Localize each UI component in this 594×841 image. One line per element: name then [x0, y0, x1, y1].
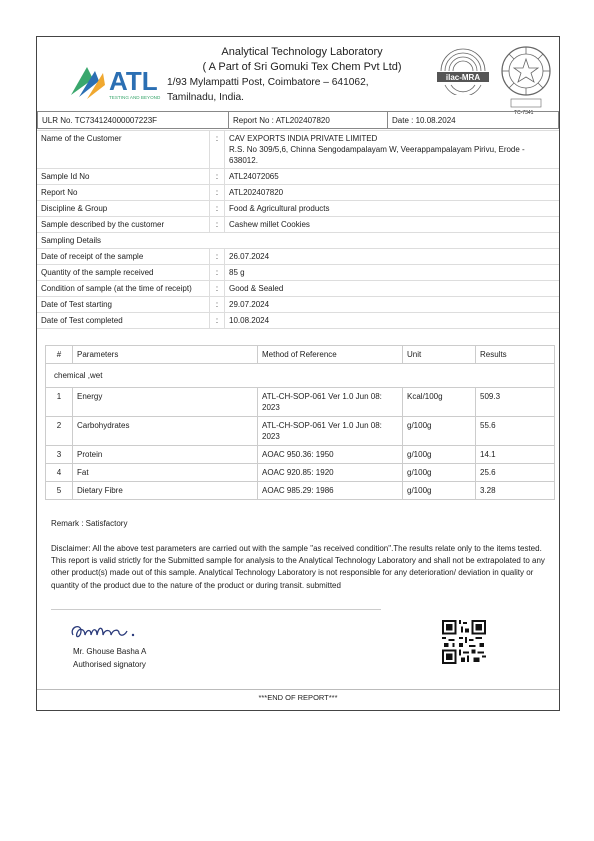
info-row [37, 233, 559, 249]
info-key: Quantity of the sample received [37, 265, 210, 281]
info-value: 10.08.2024 [225, 313, 560, 329]
address-line1: 1/93 Mylampatti Post, Coimbatore – 641062, [167, 77, 369, 88]
address-line2: Tamilnadu, India. [167, 92, 245, 103]
col-header: Unit [403, 346, 476, 364]
tc-code: TC-7341 [514, 110, 534, 116]
table-row: 3 Protein AOAC 950.36: 1950 g/100g 14.1 [46, 446, 555, 464]
sample-info-table [37, 130, 559, 329]
ulr-number: ULR No. TC734124000007223F [38, 112, 229, 129]
logo-text: ATL [109, 66, 158, 96]
results-table [45, 345, 555, 500]
info-key: Name of the Customer [37, 131, 210, 169]
info-row: Name of the Customer : CAV EXPORTS INDIA PRIVATE LIMITED R.S. No 309/5,6, Chinna Sengodampalayam W, Veerappampalayam Pirivu, Erode - 638012. [37, 131, 559, 169]
end-of-report: ***END OF REPORT*** [37, 689, 559, 702]
disclaimer: Disclaimer: All the above test parameters are carried out with the sample "as received condition".The results relate only to the items tested. This report is valid strictly for the Submitted sample for analysis to the Analytical Technology Laboratory and shall not be extrapolated to any other product(s) made out of this sample. Analytical Technology Laboratory is not responsible for any deterioration/ deviation in quality or quantity of the product due to the nature of the product or during transit. submitted [51, 544, 545, 590]
info-row: Sample Id No : ATL24072065 [37, 169, 559, 185]
signatory-block [73, 645, 146, 671]
report-frame [36, 36, 560, 711]
info-row: Date of Test completed : 10.08.2024 [37, 313, 559, 329]
report-meta [37, 111, 559, 129]
ilac-mra-logo [435, 45, 491, 95]
results-group: chemical ,wet [46, 364, 555, 388]
info-key: Date of Test completed [37, 313, 210, 329]
table-row: 5 Dietary Fibre AOAC 985.29: 1986 g/100g 3.28 [46, 482, 555, 500]
lab-address [167, 75, 369, 105]
info-row: Discipline & Group : Food & Agricultural products [37, 201, 559, 217]
table-row: 2 Carbohydrates ATL-CH-SOP-061 Ver 1.0 Jun 08: 2023 g/100g 55.6 [46, 417, 555, 446]
info-key: Date of Test starting [37, 297, 210, 313]
remark: Remark : Satisfactory [51, 519, 128, 528]
table-row: 1 Energy ATL-CH-SOP-061 Ver 1.0 Jun 08: 2023 Kcal/100g 509.3 [46, 388, 555, 417]
signatory-title: Authorised signatory [73, 660, 146, 669]
info-value: ATL24072065 [225, 169, 560, 185]
ilac-text: ilac-MRA [445, 73, 481, 82]
info-section-heading: Sampling Details [37, 233, 559, 249]
info-value: 26.07.2024 [225, 249, 560, 265]
info-row: Sample described by the customer : Cashew millet Cookies [37, 217, 559, 233]
info-row: Condition of sample (at the time of receipt) : Good & Sealed [37, 281, 559, 297]
info-key: Report No [37, 185, 210, 201]
logo-tagline: TESTING AND BEYOND [109, 95, 161, 100]
info-row: Date of Test starting : 29.07.2024 [37, 297, 559, 313]
info-value [225, 131, 560, 169]
col-header: # [46, 346, 73, 364]
info-key: Discipline & Group [37, 201, 210, 217]
info-value: 29.07.2024 [225, 297, 560, 313]
signatory-name: Mr. Ghouse Basha A [73, 647, 147, 656]
report-header [37, 37, 559, 116]
lab-name-line1: Analytical Technology Laboratory [221, 46, 383, 58]
col-header: Method of Reference [258, 346, 403, 364]
info-value: Cashew millet Cookies [225, 217, 560, 233]
info-value: Good & Sealed [225, 281, 560, 297]
info-key: Sample Id No [37, 169, 210, 185]
lab-name [167, 45, 437, 75]
info-row: Quantity of the sample received : 85 g [37, 265, 559, 281]
results-group-row [46, 364, 555, 388]
signature-image [67, 617, 147, 645]
info-value: 85 g [225, 265, 560, 281]
customer-address: R.S. No 309/5,6, Chinna Sengodampalayam W, Veerappampalayam Pirivu, Erode - 638012. [229, 145, 525, 165]
table-row: 4 Fat AOAC 920.85: 1920 g/100g 25.6 [46, 464, 555, 482]
report-date: Date : 10.08.2024 [388, 112, 559, 129]
info-value: ATL202407820 [225, 185, 560, 201]
info-row: Report No : ATL202407820 [37, 185, 559, 201]
info-key: Condition of sample (at the time of receipt) [37, 281, 210, 297]
customer-name: CAV EXPORTS INDIA PRIVATE LIMITED [229, 134, 378, 143]
lab-name-line2: ( A Part of Sri Gomuki Tex Chem Pvt Ltd) [202, 61, 402, 73]
info-key: Sample described by the customer [37, 217, 210, 233]
info-key: Date of receipt of the sample [37, 249, 210, 265]
results-header-row [46, 346, 555, 364]
info-row: Date of receipt of the sample : 26.07.2024 [37, 249, 559, 265]
report-number: Report No : ATL202407820 [229, 112, 388, 129]
nabl-seal-icon [497, 43, 555, 109]
info-value: Food & Agricultural products [225, 201, 560, 217]
col-header: Parameters [73, 346, 258, 364]
divider [51, 609, 381, 610]
qr-code-icon [442, 620, 486, 664]
col-header: Results [476, 346, 555, 364]
